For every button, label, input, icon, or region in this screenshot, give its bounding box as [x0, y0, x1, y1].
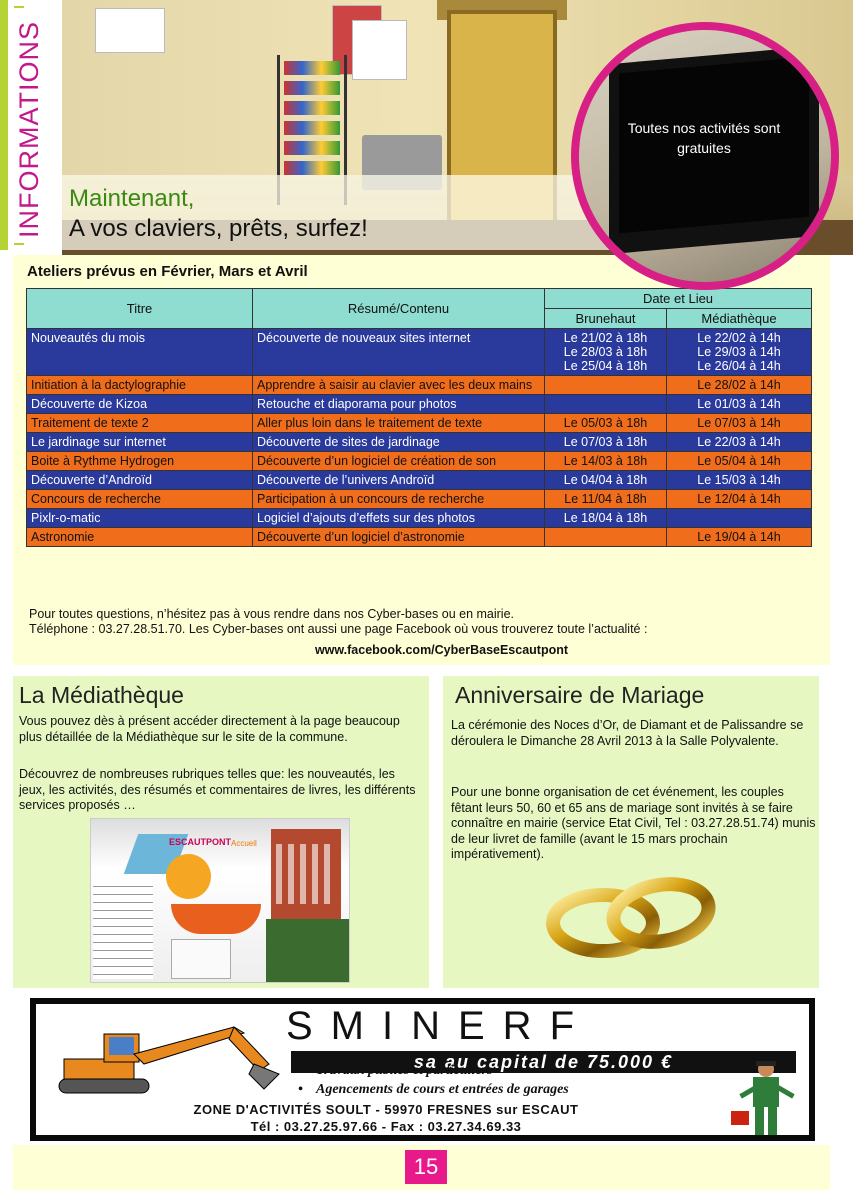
cell-resume: Découverte de l’univers Androïd	[253, 471, 545, 490]
table-row	[27, 395, 812, 414]
cell-mediatheque: Le 12/04 à 14h	[667, 490, 812, 509]
cell-resume: Participation à un concours de recherche	[253, 490, 545, 509]
mediatheque-p2: Découvrez de nombreuses rubriques telles que: les nouveautés, les jeux, les activités, des résumés et commentaires de livres, les différents services proposés …	[19, 767, 416, 812]
mediatheque-box	[13, 676, 429, 988]
cell-mediatheque: Le 01/03 à 14h	[667, 395, 812, 414]
divider	[14, 243, 24, 245]
cell-brunehaut: Le 07/03 à 18h	[545, 433, 667, 452]
mediatheque-p1: Vous pouvez dès à présent accéder directement à la page beaucoup plus détaillée de la Médiathèque sur le site de la commune.	[19, 714, 400, 744]
col-mediatheque: Médiathèque	[667, 309, 812, 329]
cell-resume: Logiciel d’ajouts d’effets sur des photos	[253, 509, 545, 528]
cell-mediatheque: Le 19/04 à 14h	[667, 528, 812, 547]
cell-mediatheque	[667, 509, 812, 528]
table-row	[27, 471, 812, 490]
table-row	[27, 433, 812, 452]
cell-mediatheque: Le 07/03 à 14h	[667, 414, 812, 433]
divider	[14, 6, 24, 8]
table-row	[27, 414, 812, 433]
col-titre: Titre	[27, 289, 253, 329]
table-row	[27, 329, 812, 376]
section-label: INFORMATIONS	[14, 21, 44, 239]
poster	[95, 8, 165, 53]
cell-brunehaut: Le 18/04 à 18h	[545, 509, 667, 528]
monitor-bubble	[571, 22, 839, 290]
anniversaire-p2: Pour une bonne organisation de cet événement, les couples fêtant leurs 50, 60 et 65 ans de mariage sont invités à se faire connaître en mairie (service Etat Civil, Tel : 03.27.28.51.74) munis de leur livret de famille (avant le 15 mars prochain impérativement).	[451, 785, 816, 861]
col-date-lieu: Date et Lieu	[545, 289, 812, 309]
cell-resume: Découverte de nouveaux sites internet	[253, 329, 545, 376]
cell-titre: Initiation à la dactylographie	[27, 376, 253, 395]
cell-brunehaut: Le 11/04 à 18h	[545, 490, 667, 509]
poster	[352, 20, 407, 80]
ad-address: ZONE D'ACTIVITÉS SOULT - 59970 FRESNES sur ESCAUT	[193, 1102, 579, 1117]
cell-titre: Découverte de Kizoa	[27, 395, 253, 414]
cell-resume: Retouche et diaporama pour photos	[253, 395, 545, 414]
cell-mediatheque: Le 15/03 à 14h	[667, 471, 812, 490]
anniversaire-title: Anniversaire de Mariage	[455, 682, 705, 708]
mediatheque-title: La Médiathèque	[19, 682, 184, 708]
company-name: SMINERF	[286, 1004, 592, 1048]
sminerf-advert	[30, 998, 815, 1141]
table-row	[27, 452, 812, 471]
table-row	[27, 376, 812, 395]
page-number: 15	[405, 1150, 447, 1184]
table-row	[27, 490, 812, 509]
cell-brunehaut	[545, 395, 667, 414]
cell-mediatheque: Le 05/04 à 14h	[667, 452, 812, 471]
col-resume: Résumé/Contenu	[253, 289, 545, 329]
header-title-line1: Maintenant,	[69, 185, 195, 212]
ad-phone: Tél : 03.27.25.97.66 - Fax : 03.27.34.69.33	[250, 1119, 522, 1134]
cell-mediatheque: Le 22/02 à 14h Le 29/03 à 14h Le 26/04 à 14h	[667, 329, 812, 376]
anniversaire-box	[443, 676, 819, 988]
cell-mediatheque: Le 22/03 à 14h	[667, 433, 812, 452]
cell-brunehaut	[545, 376, 667, 395]
ad-line1: Travaux publics et particuliers	[316, 1063, 493, 1078]
cell-resume: Découverte d’un logiciel d’astronomie	[253, 528, 545, 547]
cell-mediatheque: Le 28/02 à 14h	[667, 376, 812, 395]
facebook-link[interactable]: www.facebook.com/CyberBaseEscautpont	[314, 643, 569, 657]
website-screenshot	[90, 818, 350, 983]
cell-resume: Aller plus loin dans le traitement de texte	[253, 414, 545, 433]
site-label: ESCAUTPONT	[169, 837, 232, 847]
cell-titre: Traitement de texte 2	[27, 414, 253, 433]
anniversaire-p1: La cérémonie des Noces d’Or, de Diamant et de Palissandre se déroulera le Dimanche 28 Avril 2013 à la Salle Polyvalente.	[451, 718, 804, 748]
site-accueil: Accueil	[231, 839, 257, 848]
worker-icon	[731, 1059, 801, 1137]
bullet-icon: •	[298, 1063, 303, 1078]
ad-line2: Agencements de cours et entrées de garages	[316, 1082, 569, 1097]
excavator-icon	[54, 1019, 284, 1099]
cell-resume: Découverte d’un logiciel de création de son	[253, 452, 545, 471]
cell-titre: Pixlr-o-matic	[27, 509, 253, 528]
contact-note: Pour toutes questions, n’hésitez pas à vous rendre dans nos Cyber-bases ou en mairie. Téléphone : 03.27.28.51.70. Les Cyber-bases ont aussi une page Facebook où vous trouverez toute l’actualité :	[29, 607, 648, 636]
cell-brunehaut: Le 21/02 à 18h Le 28/03 à 18h Le 25/04 à 18h	[545, 329, 667, 376]
ateliers-title: Ateliers prévus en Février, Mars et Avril	[27, 263, 308, 280]
schedule-table	[26, 288, 812, 547]
bullet-icon: •	[298, 1082, 303, 1097]
cell-resume: Apprendre à saisir au clavier avec les deux mains	[253, 376, 545, 395]
cell-brunehaut	[545, 528, 667, 547]
company-capital: sa au capital de 75.000 €	[291, 1051, 796, 1073]
header-title-line2: A vos claviers, prêts, surfez!	[69, 215, 368, 242]
cell-resume: Découverte de sites de jardinage	[253, 433, 545, 452]
cell-titre: Boite à Rythme Hydrogen	[27, 452, 253, 471]
table-row	[27, 528, 812, 547]
col-brunehaut: Brunehaut	[545, 309, 667, 329]
cell-titre: Découverte d’Androïd	[27, 471, 253, 490]
side-tab	[0, 0, 62, 250]
cell-titre: Concours de recherche	[27, 490, 253, 509]
cell-brunehaut: Le 04/04 à 18h	[545, 471, 667, 490]
cell-titre: Nouveautés du mois	[27, 329, 253, 376]
wedding-rings-icon	[543, 868, 723, 968]
cell-titre: Le jardinage sur internet	[27, 433, 253, 452]
cell-brunehaut: Le 05/03 à 18h	[545, 414, 667, 433]
cell-titre: Astronomie	[27, 528, 253, 547]
bubble-text: Toutes nos activités sont gratuites	[627, 120, 781, 156]
cell-brunehaut: Le 14/03 à 18h	[545, 452, 667, 471]
table-row	[27, 509, 812, 528]
green-side-bar	[0, 0, 8, 250]
ateliers-section	[13, 255, 830, 665]
